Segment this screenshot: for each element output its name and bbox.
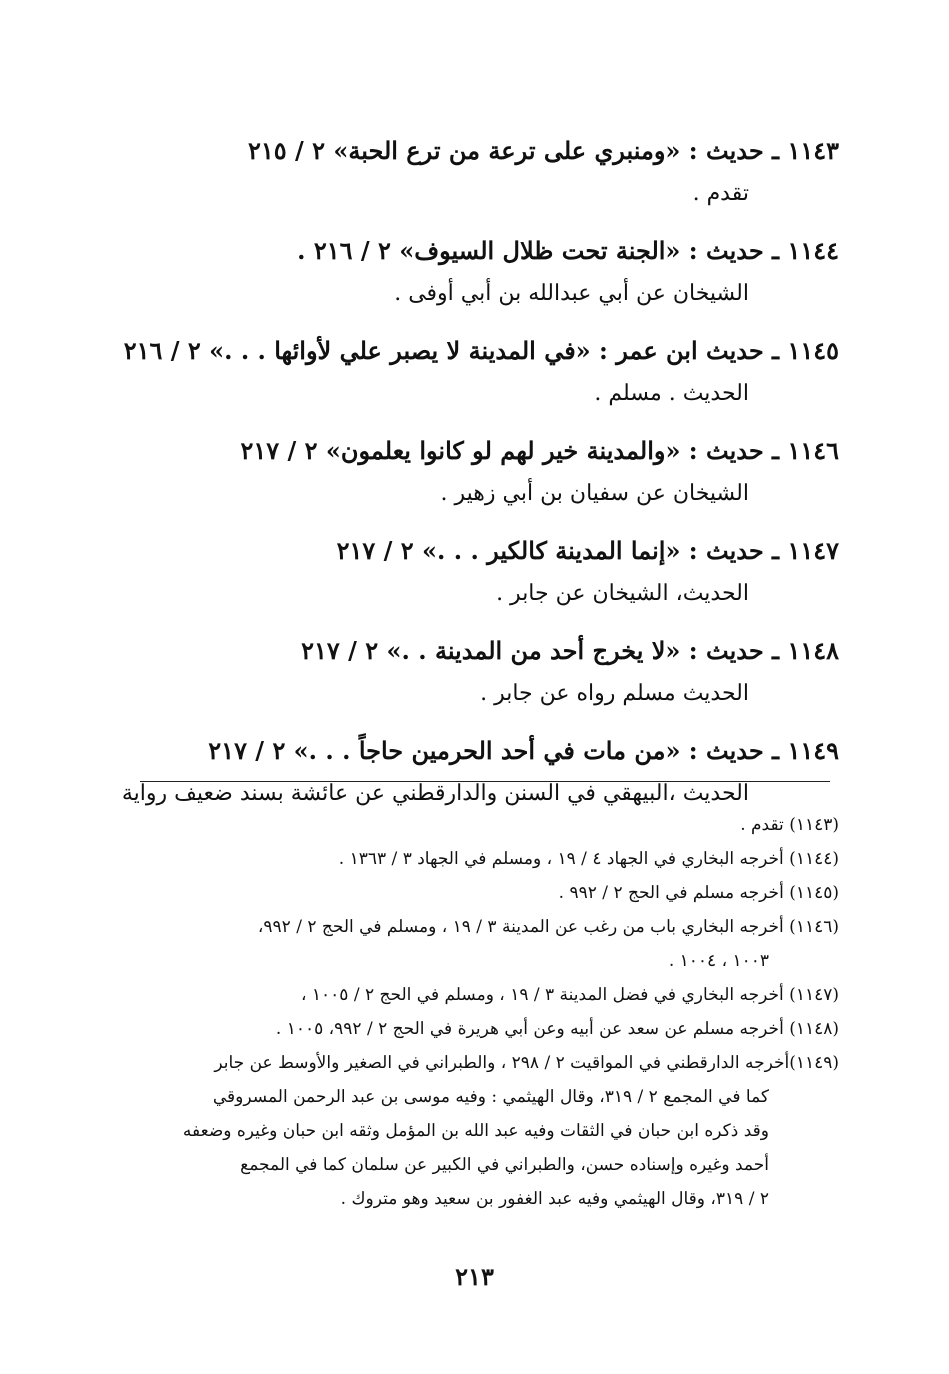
hadith-heading: ١١٤٨ ـ حديث : «لا يخرج أحد من المدينة . .» ٢ / ٢١٧ [301, 636, 839, 665]
hadith-heading: ١١٤٦ ـ حديث : «والمدينة خير لهم لو كانوا يعلمون» ٢ / ٢١٧ [240, 436, 839, 465]
footnote-1146 [139, 910, 839, 978]
hadith-entry-1148 [139, 628, 839, 714]
footnote-line: (١١٤٧) أخرجه البخاري في فضل المدينة ٣ / ١٩ ، ومسلم في الحج ٢ / ١٠٠٥ ، [301, 985, 839, 1005]
footnote-line-continued: وقد ذكره ابن حبان في الثقات وفيه عبد الله بن المؤمل وثقه ابن حبان وغيره وضعفه [182, 1121, 769, 1141]
hadith-source: الشيخان عن أبي عبدالله بن أبي أوفى . [394, 281, 749, 306]
page-number: ٢١٣ [455, 1262, 494, 1291]
hadith-heading: ١١٤٩ ـ حديث : «من مات في أحد الحرمين حاجاً . . .» ٢ / ٢١٧ [208, 736, 839, 765]
hadith-entry-1147 [139, 528, 839, 614]
footnote-line-continued: ٢ / ٣١٩، وقال الهيثمي وفيه عبد الغفور بن سعيد وهو متروك . [340, 1189, 769, 1209]
footnote-line: (١١٤٤) أخرجه البخاري في الجهاد ٤ / ١٩ ، ومسلم في الجهاد ٣ / ١٣٦٣ . [338, 849, 839, 869]
hadith-heading: ١١٤٥ ـ حديث ابن عمر : «في المدينة لا يصبر علي لأوائها . . .» ٢ / ٢١٦ [123, 336, 839, 365]
hadith-entry-1143 [139, 128, 839, 214]
hadith-entry-1144 [139, 228, 839, 314]
hadith-source: الحديث . مسلم . [594, 381, 749, 406]
hadith-entries [121, 128, 839, 828]
footnote-line-continued: أحمد وغيره وإسناده حسن، والطبراني في الكبير عن سلمان كما في المجمع [240, 1155, 769, 1175]
footnote-line: (١١٤٥) أخرجه مسلم في الحج ٢ / ٩٩٢ . [558, 883, 839, 903]
footnote-1148 [139, 1012, 839, 1046]
hadith-heading: ١١٤٤ ـ حديث : «الجنة تحت ظلال السيوف» ٢ / ٢١٦ . [297, 236, 839, 265]
hadith-source: الشيخان عن سفيان بن أبي زهير . [440, 481, 749, 506]
footnote-divider [140, 781, 830, 782]
footnote-1143 [139, 808, 839, 842]
hadith-source: الحديث مسلم رواه عن جابر . [480, 681, 749, 706]
footnote-line-continued: كما في المجمع ٢ / ٣١٩، وقال الهيثمي : وفيه موسى بن عبد الرحمن المسروقي [212, 1087, 769, 1107]
hadith-entry-1146 [139, 428, 839, 514]
footnote-line: (١١٤٨) أخرجه مسلم عن سعد عن أبيه وعن أبي هريرة في الحج ٢ / ٩٩٢، ١٠٠٥ . [275, 1019, 839, 1039]
footnotes [139, 808, 839, 1216]
hadith-source: الحديث، الشيخان عن جابر . [496, 581, 749, 606]
hadith-source: الحديث ،البيهقي في السنن والدارقطني عن عائشة بسند ضعيف رواية [121, 781, 749, 806]
footnote-line: (١١٤٦) أخرجه البخاري باب من رغب عن المدينة ٣ / ١٩ ، ومسلم في الحج ٢ / ٩٩٢، [257, 917, 839, 937]
footnote-1149 [139, 1046, 839, 1216]
footnote-line-continued: ١٠٠٣ ، ١٠٠٤ . [668, 951, 769, 971]
hadith-entry-1149 [121, 728, 839, 814]
footnote-1145 [139, 876, 839, 910]
footnote-1144 [139, 842, 839, 876]
footnote-line: (١١٤٣) تقدم . [740, 815, 839, 835]
footnote-1147 [139, 978, 839, 1012]
hadith-entry-1145 [123, 328, 839, 414]
footnote-line: (١١٤٩)أخرجه الدارقطني في المواقيت ٢ / ٢٩٨ ، والطبراني في الصغير والأوسط عن جابر [214, 1053, 839, 1073]
hadith-heading: ١١٤٧ ـ حديث : «إنما المدينة كالكير . . .» ٢ / ٢١٧ [336, 536, 839, 565]
hadith-heading: ١١٤٣ ـ حديث : «ومنبري على ترعة من ترع الحبة» ٢ / ٢١٥ [247, 136, 839, 165]
hadith-source: تقدم . [692, 181, 749, 206]
